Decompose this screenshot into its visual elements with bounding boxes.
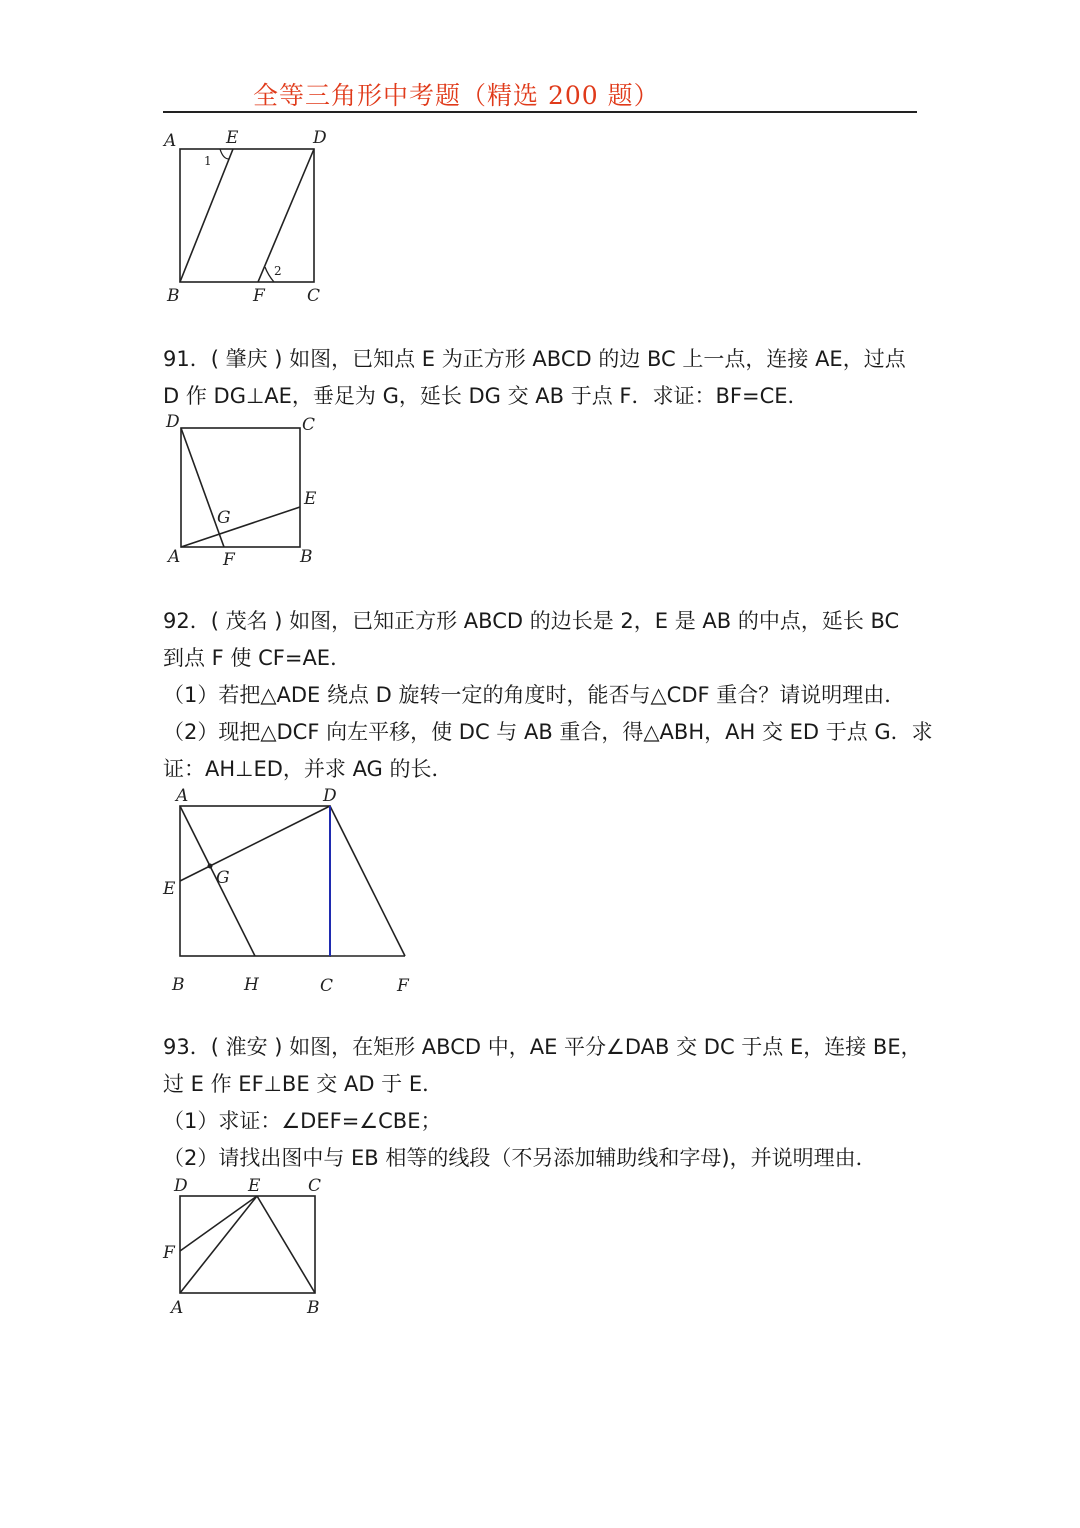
fig91-label-c: C xyxy=(302,415,316,435)
fig91-square-abcd xyxy=(181,428,300,547)
figure-92 xyxy=(160,785,420,1000)
document-header-title: 全等三角形中考题（精选 200 题） xyxy=(253,81,660,110)
fig93-segment-ae xyxy=(180,1196,257,1293)
problem-93-line-3: （1）求证：∠DEF=∠CBE； xyxy=(163,1109,442,1133)
fig91-segment-df xyxy=(181,428,224,547)
problem-92-text xyxy=(163,603,933,788)
fig92-label-c: C xyxy=(320,976,334,996)
figure-90 xyxy=(160,125,340,310)
fig90-label-e: E xyxy=(226,128,239,148)
fig92-segment-df xyxy=(330,806,405,956)
fig91-label-a: A xyxy=(168,547,181,567)
problem-91-line-1: 91．( 肇庆 ) 如图，已知点 E 为正方形 ABCD 的边 BC 上一点，连接 AE，过点 xyxy=(163,347,906,371)
fig90-angle-1-arc xyxy=(220,149,229,159)
problem-92-line-2: 到点 F 使 CF=AE． xyxy=(163,646,352,670)
problem-92-line-1: 92．( 茂名 ) 如图，已知正方形 ABCD 的边长是 2，E 是 AB 的中点，延长 BC xyxy=(163,609,900,633)
fig92-label-g: G xyxy=(216,868,230,888)
fig91-segment-ae xyxy=(181,507,300,547)
figure-91 xyxy=(160,410,330,570)
fig93-label-b: B xyxy=(307,1298,320,1318)
header-rule xyxy=(163,111,917,113)
fig92-label-h: H xyxy=(244,975,259,995)
problem-93-text xyxy=(163,1029,923,1177)
fig90-label-b: B xyxy=(167,286,180,306)
fig93-rectangle-abcd xyxy=(180,1196,315,1293)
problem-92-line-3: （1）若把△ADE 绕点 D 旋转一定的角度时，能否与△CDF 重合？请说明理由． xyxy=(163,683,906,707)
fig93-label-e: E xyxy=(248,1176,261,1196)
fig92-label-b: B xyxy=(172,975,185,995)
fig90-label-a: A xyxy=(164,131,177,151)
figure-93 xyxy=(160,1175,335,1320)
fig93-label-c: C xyxy=(308,1176,322,1196)
fig92-square-abcd xyxy=(180,806,330,956)
problem-92-line-5: 证：AH⊥ED，并求 AG 的长． xyxy=(163,757,453,781)
problem-93-line-1: 93．( 淮安 ) 如图，在矩形 ABCD 中，AE 平分∠DAB 交 DC 于点 E，连接 BE， xyxy=(163,1035,922,1059)
fig92-label-f: F xyxy=(397,976,409,996)
fig93-label-d: D xyxy=(174,1176,188,1196)
fig90-rectangle-abcd xyxy=(180,149,314,282)
fig90-label-d: D xyxy=(313,128,327,148)
fig90-angle-2-label: 2 xyxy=(274,264,282,278)
fig93-label-f: F xyxy=(163,1243,175,1263)
problem-92-line-4: （2）现把△DCF 向左平移，使 DC 与 AB 重合，得△ABH，AH 交 ED 于点 G．求 xyxy=(163,720,933,744)
fig93-segment-eb xyxy=(257,1196,315,1293)
fig91-label-g: G xyxy=(217,508,231,528)
fig93-label-a: A xyxy=(171,1298,184,1318)
fig92-label-a: A xyxy=(176,786,189,806)
fig92-label-d: D xyxy=(323,786,337,806)
fig91-label-e: E xyxy=(304,489,317,509)
fig90-segment-fd xyxy=(258,149,314,282)
fig90-angle-2-arc xyxy=(265,267,274,282)
problem-93-line-2: 过 E 作 EF⊥BE 交 AD 于 E． xyxy=(163,1072,444,1096)
fig90-label-c: C xyxy=(307,286,321,306)
fig91-label-b: B xyxy=(300,547,313,567)
fig91-label-f: F xyxy=(223,550,235,570)
problem-93-line-4: （2）请找出图中与 EB 相等的线段（不另添加辅助线和字母)，并说明理由． xyxy=(163,1146,877,1170)
fig91-label-d: D xyxy=(166,412,180,432)
fig90-angle-1-label: 1 xyxy=(204,154,212,168)
fig90-label-f: F xyxy=(253,286,265,306)
fig92-point-g xyxy=(208,864,213,869)
fig92-segment-ed xyxy=(180,806,330,881)
problem-91-line-2: D 作 DG⊥AE，垂足为 G，延长 DG 交 AB 于点 F．求证：BF=CE． xyxy=(163,384,809,408)
problem-91-text xyxy=(163,341,923,415)
fig92-label-e: E xyxy=(163,879,176,899)
fig90-segment-be xyxy=(180,149,233,282)
fig93-segment-fe xyxy=(180,1196,257,1251)
